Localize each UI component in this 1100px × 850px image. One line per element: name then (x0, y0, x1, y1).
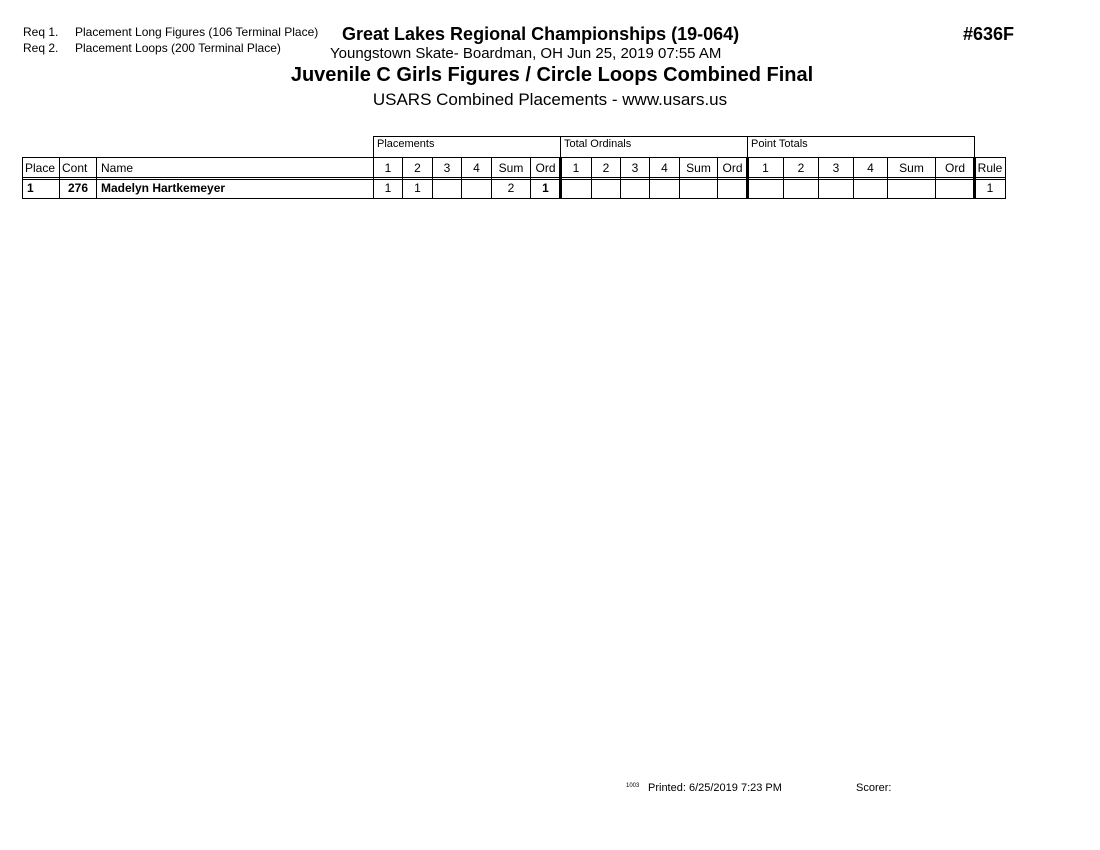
page-title (0, 64, 1100, 87)
event-number: #636F (963, 24, 1015, 44)
column-header: Ord (535, 161, 556, 175)
requirement-text: Placement Loops (200 Terminal Place) (75, 41, 281, 55)
requirement-label: Req 1. (23, 25, 59, 39)
table-cell: 1 (542, 181, 549, 195)
column-header: Ord (722, 161, 743, 175)
table-rule (22, 177, 1006, 178)
column-header: Sum (899, 161, 924, 175)
table-cell: 1 (27, 181, 34, 195)
column-header: 2 (797, 161, 805, 175)
column-header: 3 (443, 161, 451, 175)
column-header: Rule (977, 161, 1003, 175)
table-cell: 1 (414, 181, 421, 195)
column-header: 4 (661, 161, 668, 175)
column-header: 3 (631, 161, 639, 175)
table-cell: 2 (507, 181, 515, 195)
page-title-text: Juvenile C Girls Figures / Circle Loops Combined Final (290, 64, 814, 86)
column-header: 1 (762, 161, 769, 175)
table-cell: 276 (67, 181, 89, 195)
column-header: Cont (62, 161, 88, 175)
scorer-label: Scorer: (856, 782, 892, 794)
column-header: 2 (602, 161, 610, 175)
requirement-1 (23, 25, 318, 40)
footer-code: 1003 (626, 783, 640, 789)
table-cell: 1 (986, 181, 994, 195)
column-header: Ord (944, 161, 965, 175)
column-header: 3 (832, 161, 840, 175)
column-header: 4 (473, 161, 480, 175)
table-cell: 1 (384, 181, 392, 195)
column-header: 2 (414, 161, 421, 175)
printed-date: Printed: 6/25/2019 7:23 PM (648, 782, 782, 794)
table-rule (22, 198, 1006, 199)
table-cell: Madelyn Hartkemeyer (101, 181, 226, 195)
column-header: Place (25, 161, 56, 175)
venue-line: Youngstown Skate- Boardman, OH Jun 25, 2019 07:55 AM (330, 45, 722, 62)
event-title: Great Lakes Regional Championships (19-064) (342, 24, 740, 44)
requirement-label: Req 2. (23, 41, 59, 55)
table-rule (22, 157, 1006, 158)
column-header: Sum (498, 161, 524, 175)
column-header: Name (101, 161, 134, 175)
column-header: 1 (384, 161, 392, 175)
column-header: Sum (686, 161, 711, 175)
requirement-text: Placement Long Figures (106 Terminal Place) (75, 25, 319, 39)
column-header: 4 (867, 161, 874, 175)
table-rule (1005, 157, 1006, 199)
requirement-2 (23, 41, 281, 56)
column-group-header: Total Ordinals (560, 136, 748, 157)
column-header: 1 (572, 161, 580, 175)
column-group-header: Point Totals (747, 136, 975, 157)
page-subtitle: USARS Combined Placements - www.usars.us (372, 90, 728, 109)
column-group-header: Placements (373, 136, 561, 157)
